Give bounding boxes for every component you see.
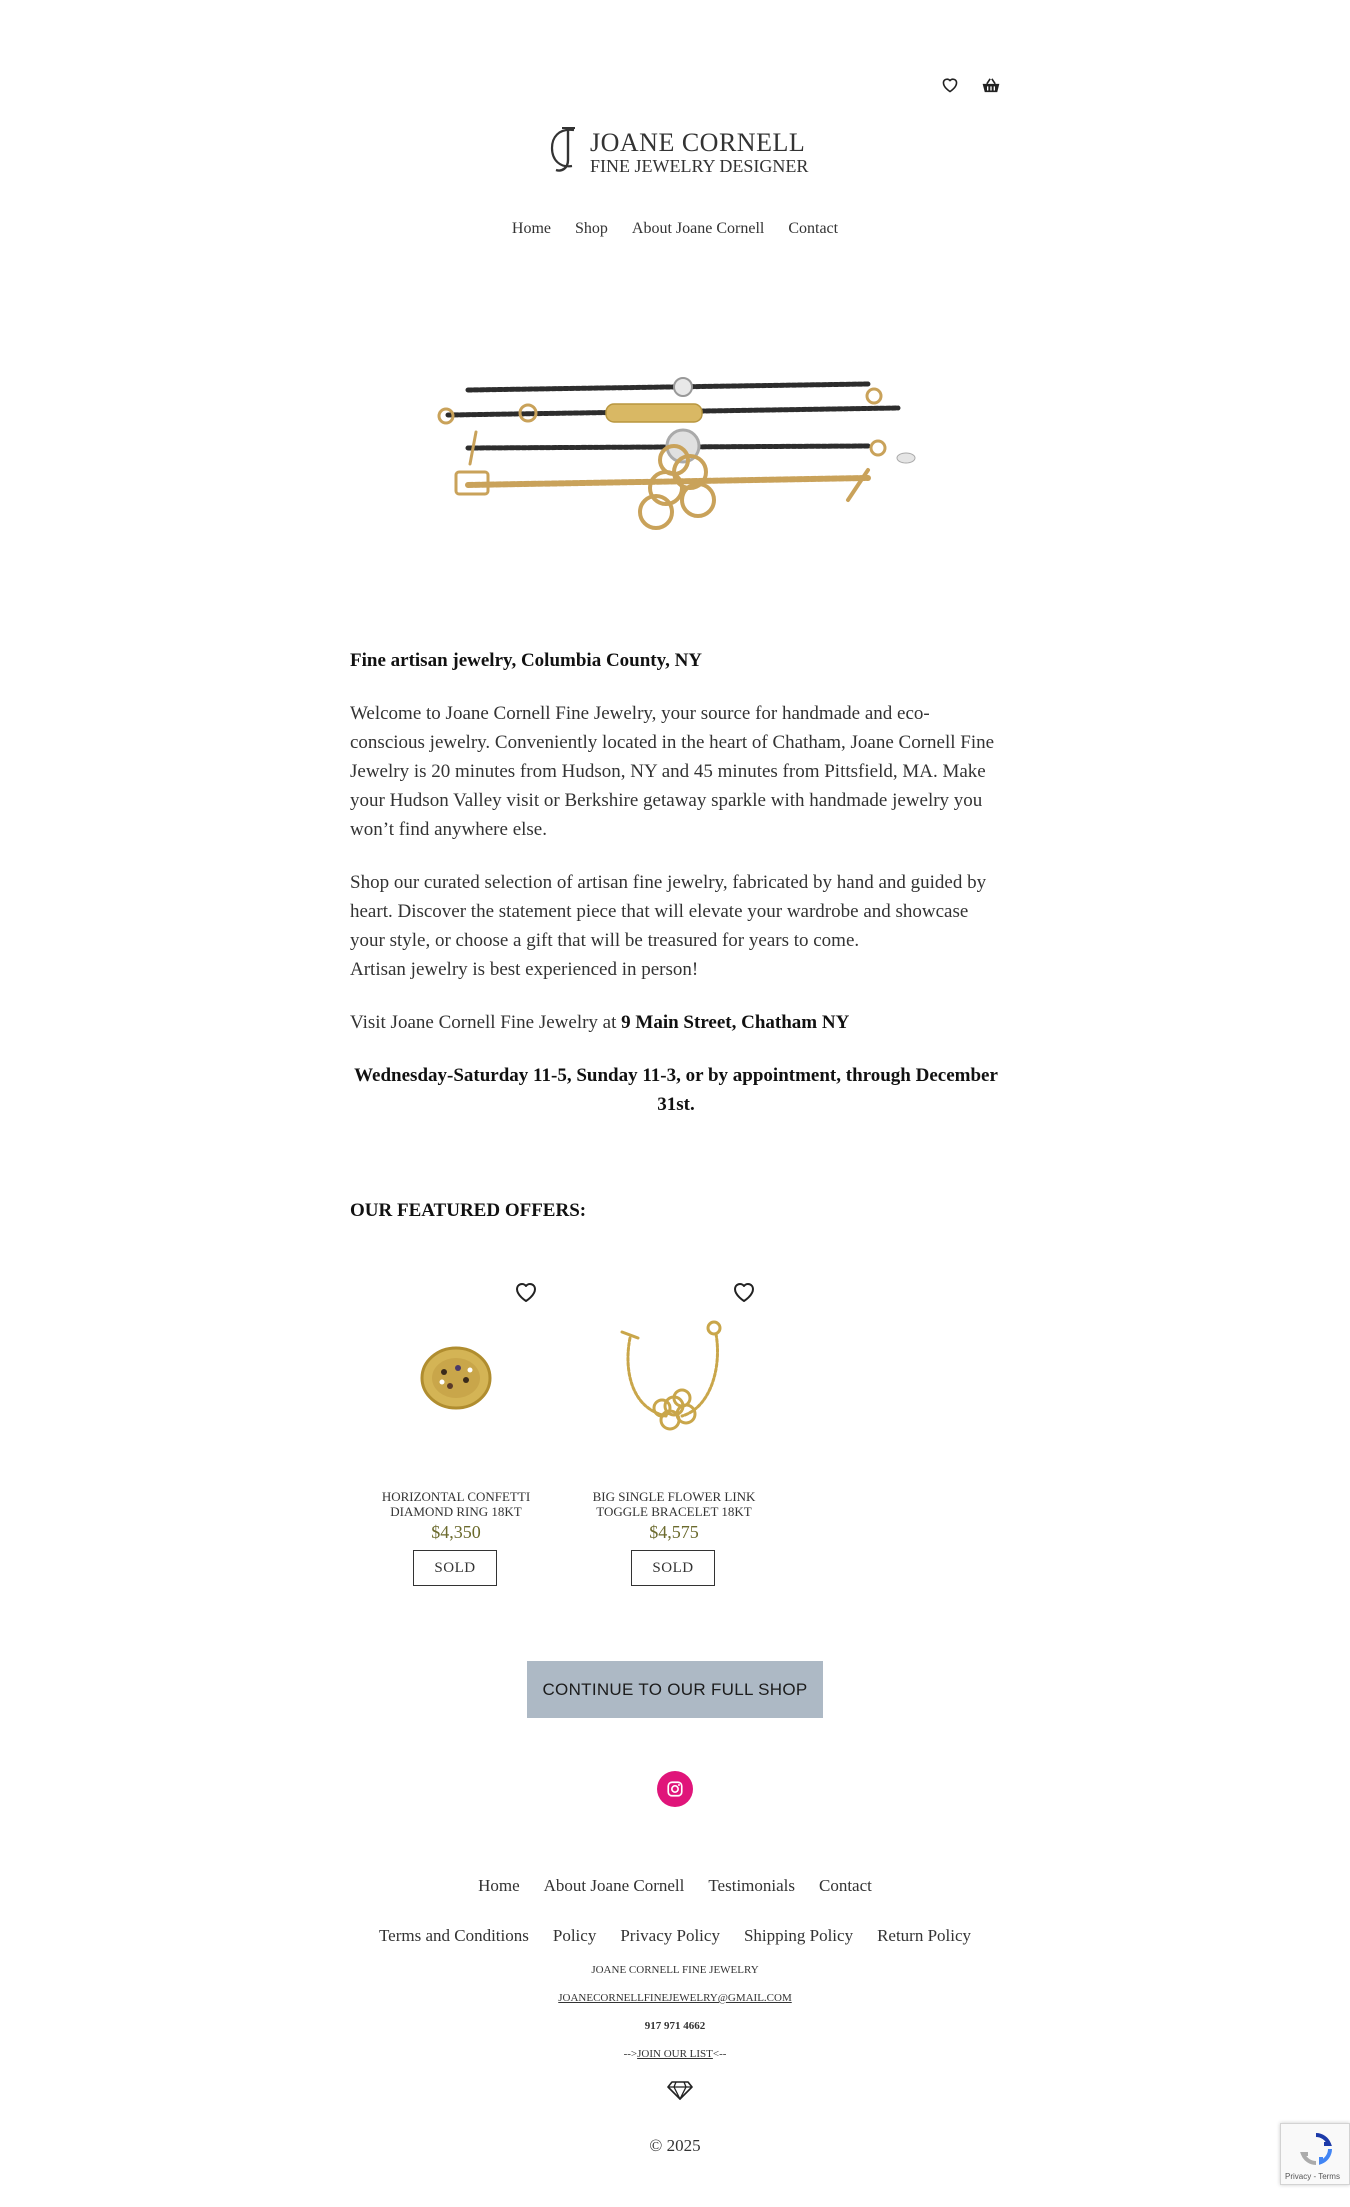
product-price: $4,575 — [649, 1522, 699, 1542]
footer-link-about[interactable]: About Joane Cornell — [543, 1876, 685, 1895]
join-our-list-link[interactable]: JOIN OUR LIST — [637, 2048, 713, 2060]
footer-link-contact[interactable]: Contact — [819, 1876, 872, 1895]
product-name[interactable]: BIG SINGLE FLOWER LINK TOGGLE BRACELET 18KT — [592, 1489, 756, 1519]
nav-contact[interactable]: Contact — [788, 220, 839, 237]
join-prefix: --> — [623, 2048, 638, 2060]
sold-button[interactable]: SOLD — [631, 1550, 715, 1586]
visit-line — [350, 1008, 1002, 1037]
featured-heading: OUR FEATURED OFFERS: — [350, 1200, 587, 1221]
footer-email-link[interactable]: JOANECORNELLFINEJEWELRY@GMAIL.COM — [558, 1992, 792, 2004]
store-hours: Wednesday-Saturday 11-5, Sunday 11-3, or by appointment, through December 31st. — [354, 1065, 998, 1115]
product-card[interactable] — [574, 1278, 774, 1598]
copyright: © 2025 — [649, 2136, 701, 2155]
logo-line2: FINE JEWELRY DESIGNER — [590, 156, 809, 176]
intro-para-1: Welcome to Joane Cornell Fine Jewelry, your source for handmade and eco-conscious jewelry. Conveniently located in the heart of Chatham, Joane Cornell Fine Jewelry is 20 minutes from Hudson, NY and 45 minutes from Pittsfield, MA. Make your Hudson Valley visit or Berkshire getaway sparkle with handmade jewelry you won’t find anywhere else. — [350, 703, 995, 840]
nav-home[interactable]: Home — [511, 220, 551, 237]
join-suffix: <-- — [712, 2048, 727, 2060]
logo-line1: JOANE CORNELL — [590, 128, 806, 157]
intro-para-2: Shop our curated selection of artisan fine jewelry, fabricated by hand and guided by heart. Discover the statement piece that will elevate your wardrobe and showcase your style, or choose a gift that will be treasured for years to come. — [350, 872, 987, 951]
footer-company: JOANE CORNELL FINE JEWELRY — [591, 1964, 759, 1976]
footer-link-privacy[interactable]: Privacy Policy — [620, 1926, 720, 1945]
nav-shop[interactable]: Shop — [575, 220, 608, 237]
visit-prefix: Visit Joane Cornell Fine Jewelry at — [350, 1012, 622, 1033]
intro-para-3: Artisan jewelry is best experienced in person! — [350, 959, 699, 980]
instagram-icon[interactable] — [657, 1771, 693, 1807]
footer-join — [0, 2048, 1350, 2060]
intro-section — [350, 646, 1002, 1119]
footer-link-terms[interactable]: Terms and Conditions — [378, 1926, 529, 1945]
product-image-bracelet[interactable] — [590, 1298, 758, 1448]
recaptcha-footer[interactable]: Privacy - Terms — [1285, 2172, 1340, 2181]
footer-link-policy[interactable]: Policy — [552, 1926, 597, 1945]
footer-policy-nav — [0, 1926, 1350, 1946]
recaptcha-badge[interactable] — [1280, 2123, 1350, 2185]
product-card[interactable] — [356, 1278, 556, 1598]
product-image-ring[interactable] — [372, 1298, 540, 1448]
main-nav — [0, 220, 1350, 238]
footer-nav — [0, 1876, 1350, 1896]
basket-icon[interactable] — [978, 72, 1004, 98]
logo-monogram — [548, 124, 582, 174]
footer-link-shipping[interactable]: Shipping Policy — [743, 1926, 854, 1945]
recaptcha-icon — [1299, 2132, 1333, 2166]
sold-button[interactable]: SOLD — [413, 1550, 497, 1586]
continue-to-shop-button[interactable]: CONTINUE TO OUR FULL SHOP — [527, 1661, 823, 1718]
product-name[interactable]: HORIZONTAL CONFETTI DIAMOND RING 18KT — [381, 1489, 531, 1519]
visit-address: 9 Main Street, Chatham NY — [621, 1012, 850, 1033]
wishlist-heart-icon[interactable] — [937, 72, 963, 98]
footer-link-return[interactable]: Return Policy — [877, 1926, 972, 1945]
footer-link-testimonials[interactable]: Testimonials — [708, 1876, 795, 1895]
intro-heading: Fine artisan jewelry, Columbia County, NY — [350, 650, 703, 671]
nav-about[interactable]: About Joane Cornell — [631, 220, 765, 237]
product-price: $4,350 — [431, 1522, 481, 1542]
footer-phone: 917 971 4662 — [644, 2020, 706, 2032]
site-logo[interactable] — [548, 124, 809, 178]
hero-bracelets-image — [428, 360, 922, 540]
diamond-icon[interactable] — [667, 2080, 693, 2100]
footer-link-home[interactable]: Home — [478, 1876, 520, 1895]
